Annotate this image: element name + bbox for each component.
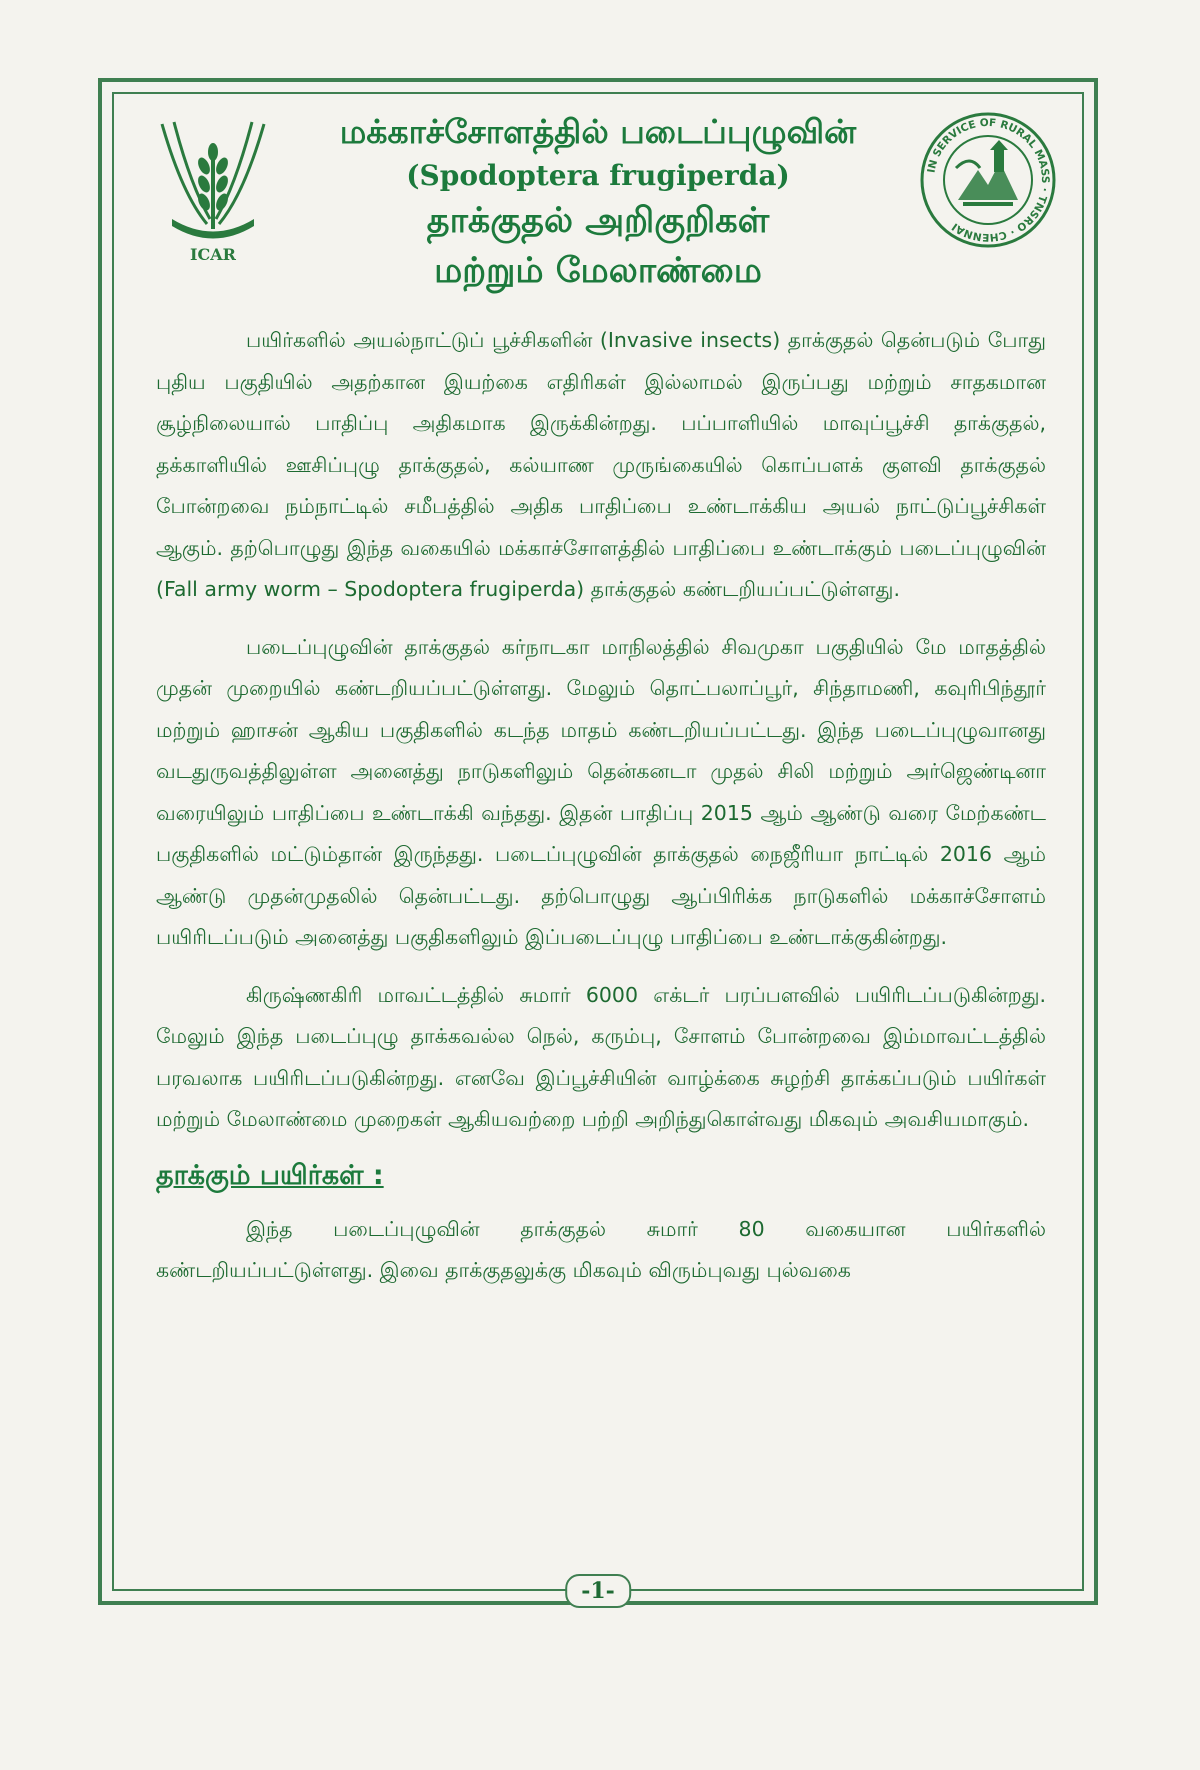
title-line-3: தாக்குதல் அறிகுறிகள்	[426, 201, 770, 241]
svg-text:IN SERVICE OF RURAL MASS · TNS: IN SERVICE OF RURAL MASS · TNSRO · CHENNAI	[925, 116, 1052, 244]
paragraph-affected-crops: இந்த படைப்புழுவின் தாக்குதல் சுமார் 80 வகையான பயிர்களில் கண்டறியப்பட்டுள்ளது. இவை தாக்குதலுக்கு மிகவும் விரும்புவது புல்வகை	[156, 1216, 1046, 1282]
page-border	[98, 78, 1098, 1605]
title-line-1: மக்காச்சோளத்தில் படைப்புழுவின்	[339, 112, 857, 151]
page-inner-border	[112, 92, 1084, 1604]
title-scientific-name: (Spodoptera frugiperda)	[406, 159, 790, 192]
institution-seal	[918, 110, 1058, 250]
title-line-4: மற்றும் மேலாண்மை	[434, 251, 762, 291]
paragraph-krishnagiri: கிருஷ்ணகிரி மாவட்டத்தில் சுமார் 6000 எக்டர் பரப்பளவில் பயிரிடப்படுகின்றது. மேலும் இந்த படைப்புழு தாக்கவல்ல நெல், கரும்பு, சோளம் போன்றவை இம்மாவட்டத்தில் பரவலாக பயிரிடப்படுகின்றது. எனவே இப்பூச்சியின் வாழ்க்கை சுழற்சி தாக்கப்படும் பயிர்கள் மற்றும் மேலாண்மை முறைகள் ஆகியவற்றை பற்றி அறிந்துகொள்வது மிகவும் அவசியமாகும்.	[156, 982, 1046, 1131]
title-block	[284, 108, 912, 296]
page-number: -1-	[565, 1574, 631, 1608]
header	[134, 108, 1062, 308]
icar-logo-text: ICAR	[190, 245, 236, 264]
body-text	[156, 320, 1046, 1308]
section-heading-affected-crops: தாக்கும் பயிர்கள் :	[156, 1159, 384, 1191]
paragraph-invasive-insects: பயிர்களில் அயல்நாட்டுப் பூச்சிகளின் (Invasive insects) தாக்குதல் தென்படும் போது புதிய பகுதியில் அதற்கான இயற்கை எதிரிகள் இல்லாமல் இருப்பது மற்றும் சாதகமான சூழ்நிலையால் பாதிப்பு அதிகமாக இருக்கின்றது. பப்பாளியில் மாவுப்பூச்சி தாக்குதல், தக்காளியில் ஊசிப்புழு தாக்குதல், கல்யாண முருங்கையில் கொப்பளக் குளவி தாக்குதல் போன்றவை நம்நாட்டில் சமீபத்தில் அதிக பாதிப்பை உண்டாக்கிய அயல் நாட்டுப்பூச்சிகள் ஆகும். தற்பொழுது இந்த வகையில் மக்காச்சோளத்தில் பாதிப்பை உண்டாக்கும் படைப்புழுவின் (Fall army worm – Spodoptera frugiperda) தாக்குதல் கண்டறியப்பட்டுள்ளது.	[156, 328, 1046, 601]
icar-logo	[152, 114, 274, 264]
paragraph-spread-history: படைப்புழுவின் தாக்குதல் கர்நாடகா மாநிலத்தில் சிவமுகா பகுதியில் மே மாதத்தில் முதன் முறையில் கண்டறியப்பட்டுள்ளது. மேலும் தொட்பலாப்பூர், சிந்தாமணி, கவுரிபிந்தூர் மற்றும் ஹாசன் ஆகிய பகுதிகளில் கடந்த மாதம் கண்டறியப்பட்டது. இந்த படைப்புழுவானது வடதுருவத்திலுள்ள அனைத்து நாடுகளிலும் தென்கனடா முதல் சிலி மற்றும் அர்ஜெண்டினா வரையிலும் பாதிப்பை உண்டாக்கி வந்தது. இதன் பாதிப்பு 2015 ஆம் ஆண்டு வரை மேற்கண்ட பகுதிகளில் மட்டும்தான் இருந்தது. படைப்புழுவின் தாக்குதல் நைஜீரியா நாட்டில் 2016 ஆம் ஆண்டு முதன்முதலில் தென்பட்டது. தற்பொழுது ஆப்பிரிக்க நாடுகளில் மக்காச்சோளம் பயிரிடப்படும் அனைத்து பகுதிகளிலும் இப்படைப்புழு பாதிப்பை உண்டாக்குகின்றது.	[156, 634, 1046, 949]
